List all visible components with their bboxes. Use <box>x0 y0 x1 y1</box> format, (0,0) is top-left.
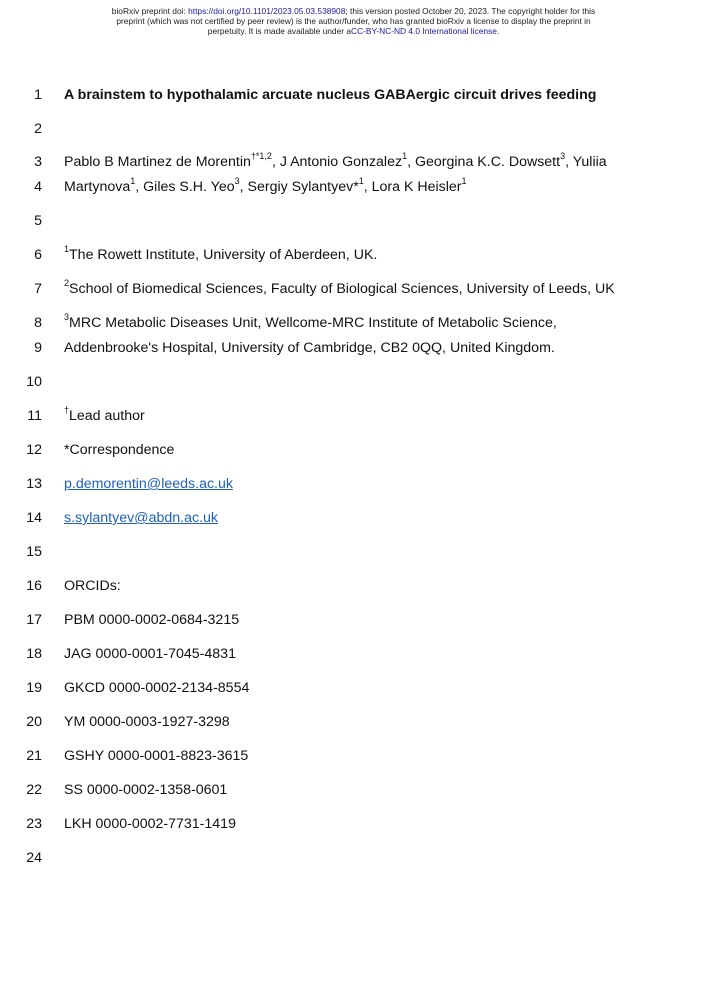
license-link[interactable]: CC-BY-NC-ND 4.0 International license <box>351 26 497 36</box>
line-row <box>0 313 707 333</box>
author-affiliation-sup: 1 <box>402 151 408 162</box>
author-text: , Georgina K.C. Dowsett <box>407 154 561 170</box>
line-number: 8 <box>34 315 42 331</box>
dagger-sup: † <box>64 405 70 416</box>
orcid-entry: GKCD 0000-0002-2134-8554 <box>64 680 250 696</box>
line-number: 21 <box>26 748 42 764</box>
line-row <box>0 848 707 868</box>
affiliation-text: MRC Metabolic Diseases Unit, Wellcome-MRC Institute of Metabolic Science, <box>69 315 557 331</box>
author-text: , Sergiy Sylantyev* <box>239 179 359 195</box>
line-number: 10 <box>26 374 42 390</box>
authors-line-1 <box>64 152 607 172</box>
line-number: 23 <box>26 816 42 832</box>
email-link[interactable]: s.sylantyev@abdn.ac.uk <box>64 510 218 526</box>
line-number: 2 <box>34 121 42 137</box>
orcid-entry: YM 0000-0003-1927-3298 <box>64 714 230 730</box>
paper-title: A brainstem to hypothalamic arcuate nucleus GABAergic circuit drives feeding <box>64 87 597 103</box>
affiliation-3 <box>64 313 557 333</box>
banner-prefix: bioRxiv preprint doi: <box>111 6 189 16</box>
doi-link[interactable]: https://doi.org/10.1101/2023.05.03.538908 <box>188 6 346 16</box>
author-text: , Giles S.H. Yeo <box>135 179 235 195</box>
affiliation-3-continued: Addenbrooke's Hospital, University of Cambridge, CB2 0QQ, United Kingdom. <box>64 340 555 356</box>
lead-author-text: Lead author <box>69 408 145 424</box>
line-number: 1 <box>34 87 42 103</box>
line-number: 24 <box>26 850 42 866</box>
email-link[interactable]: p.demorentin@leeds.ac.uk <box>64 476 233 492</box>
line-row <box>0 780 707 800</box>
affiliation-2 <box>64 279 615 299</box>
line-row <box>0 610 707 630</box>
line-row <box>0 644 707 664</box>
line-row <box>0 279 707 299</box>
line-number: 4 <box>34 179 42 195</box>
line-row <box>0 440 707 460</box>
line-row <box>0 746 707 766</box>
line-row <box>0 678 707 698</box>
line-row <box>0 177 707 197</box>
line-row <box>0 245 707 265</box>
line-number: 18 <box>26 646 42 662</box>
author-text: , Yuliia <box>565 154 607 170</box>
orcid-entry: PBM 0000-0002-0684-3215 <box>64 612 240 628</box>
line-number: 12 <box>26 442 42 458</box>
affiliation-sup: 3 <box>64 312 70 323</box>
line-row <box>0 474 707 494</box>
orcid-entry: GSHY 0000-0001-8823-3615 <box>64 748 249 764</box>
author-text: Martynova <box>64 179 131 195</box>
preprint-banner <box>60 6 647 36</box>
authors-line-2 <box>64 177 467 197</box>
banner-period: . <box>496 26 500 36</box>
lead-author-note <box>64 406 145 426</box>
line-number: 17 <box>26 612 42 628</box>
line-number: 13 <box>26 476 42 492</box>
author-text: , Lora K Heisler <box>363 179 462 195</box>
author-affiliation-sup: 3 <box>560 151 566 162</box>
line-row <box>0 542 707 562</box>
line-row <box>0 338 707 358</box>
line-row <box>0 814 707 834</box>
correspondence-label: *Correspondence <box>64 442 175 458</box>
author-text: Pablo B Martinez de Morentin <box>64 154 251 170</box>
line-row <box>0 712 707 732</box>
line-number: 20 <box>26 714 42 730</box>
author-affiliation-sup: 1 <box>130 176 136 187</box>
author-affiliation-sup: 3 <box>234 176 240 187</box>
orcid-entry: JAG 0000-0001-7045-4831 <box>64 646 236 662</box>
line-row <box>0 406 707 426</box>
line-number: 7 <box>34 281 42 297</box>
line-row <box>0 372 707 392</box>
affiliation-1 <box>64 245 377 265</box>
line-number: 22 <box>26 782 42 798</box>
line-row <box>0 85 707 105</box>
banner-posted: ; this version posted October 20, 2023. The copyright holder for this <box>345 6 596 16</box>
line-number: 5 <box>34 213 42 229</box>
line-row <box>0 576 707 596</box>
banner-line2: preprint (which was not certified by peer review) is the author/funder, who has granted bioRxiv a license to display the preprint in <box>116 16 591 26</box>
affiliation-text: The Rowett Institute, University of Aberdeen, UK. <box>69 247 378 263</box>
author-affiliation-sup: 1 <box>461 176 467 187</box>
line-number: 3 <box>34 154 42 170</box>
affiliation-sup: 1 <box>64 244 70 255</box>
line-number: 19 <box>26 680 42 696</box>
author-affiliation-sup: †*1,2 <box>250 151 272 162</box>
orcid-heading: ORCIDs: <box>64 578 121 594</box>
line-row <box>0 152 707 172</box>
line-number: 6 <box>34 247 42 263</box>
line-row <box>0 119 707 139</box>
line-number: 14 <box>26 510 42 526</box>
orcid-entry: SS 0000-0002-1358-0601 <box>64 782 228 798</box>
author-text: , J Antonio Gonzalez <box>271 154 403 170</box>
line-number: 16 <box>26 578 42 594</box>
line-row <box>0 508 707 528</box>
orcid-entry: LKH 0000-0002-7731-1419 <box>64 816 236 832</box>
author-affiliation-sup: 1 <box>358 176 364 187</box>
banner-line3: perpetuity. It is made available under a <box>207 26 352 36</box>
line-number: 11 <box>27 408 42 424</box>
line-number: 9 <box>34 340 42 356</box>
line-number: 15 <box>26 544 42 560</box>
affiliation-sup: 2 <box>64 278 70 289</box>
line-row <box>0 211 707 231</box>
affiliation-text: School of Biomedical Sciences, Faculty of Biological Sciences, University of Leeds, UK <box>69 281 615 297</box>
